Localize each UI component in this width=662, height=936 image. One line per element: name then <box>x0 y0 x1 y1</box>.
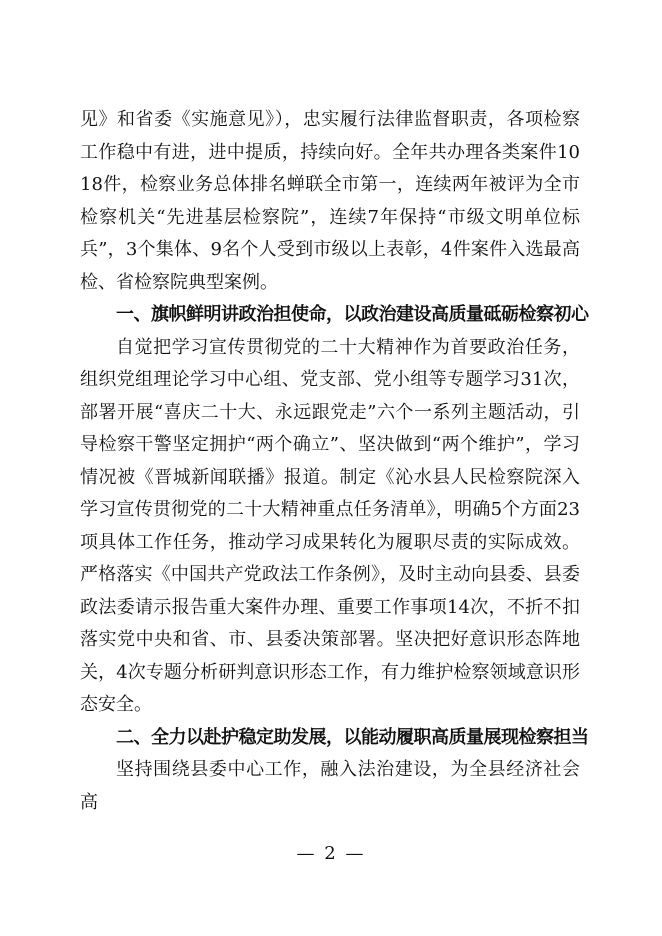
document-body <box>80 104 589 819</box>
section-heading-1: 一、旗帜鲜明讲政治担使命，以政治建设高质量砥砺检察初心 <box>116 304 589 325</box>
paragraph-3: 坚持围绕县委中心工作，融入法治建设，为全县经济社会高 <box>80 759 580 813</box>
paragraph-2: 自觉把学习宣传贯彻党的二十大精神作为首要政治任务，组织党组理论学习中心组、党支部、党小组等专题学习31次，部署开展“喜庆二十大、永远跟党走”六个一系列主题活动，引导检察干警坚定拥护“两个确立”、坚决做到“两个维护”，学习情况被《晋城新闻联播》报道。制定《沁水县人民检察院深入学习宣传贯彻党的二十大精神重点任务清单》，明确5个方面23项具体工作任务，推动学习成果转化为履职尽责的实际成效。严格落实《中国共产党政法工作条例》，及时主动向县委、县委政法委请示报告重大案件办理、重要工作事项14次，不折不扣落实党中央和省、市、县委决策部署。坚决把好意识形态阵地关，4次专题分析研判意识形态工作，有力维护检察领域意识形态安全。 <box>80 336 580 715</box>
paragraph-1: 见》和省委《实施意见》），忠实履行法律监督职责，各项检察工作稳中有进，进中提质，持续向好。全年共办理各类案件1018件，检察业务总体排名蝉联全市第一，连续两年被评为全市检察机关“先进基层检察院”，连续7年保持“市级文明单位标兵”，3个集体、9名个人受到市级以上表彰，4件案件入选最高检、省检察院典型案例。 <box>80 109 580 293</box>
section-heading-2: 二、全力以赴护稳定助发展，以能动履职高质量展现检察担当 <box>116 726 589 748</box>
page-number: — 2 — <box>296 843 366 864</box>
